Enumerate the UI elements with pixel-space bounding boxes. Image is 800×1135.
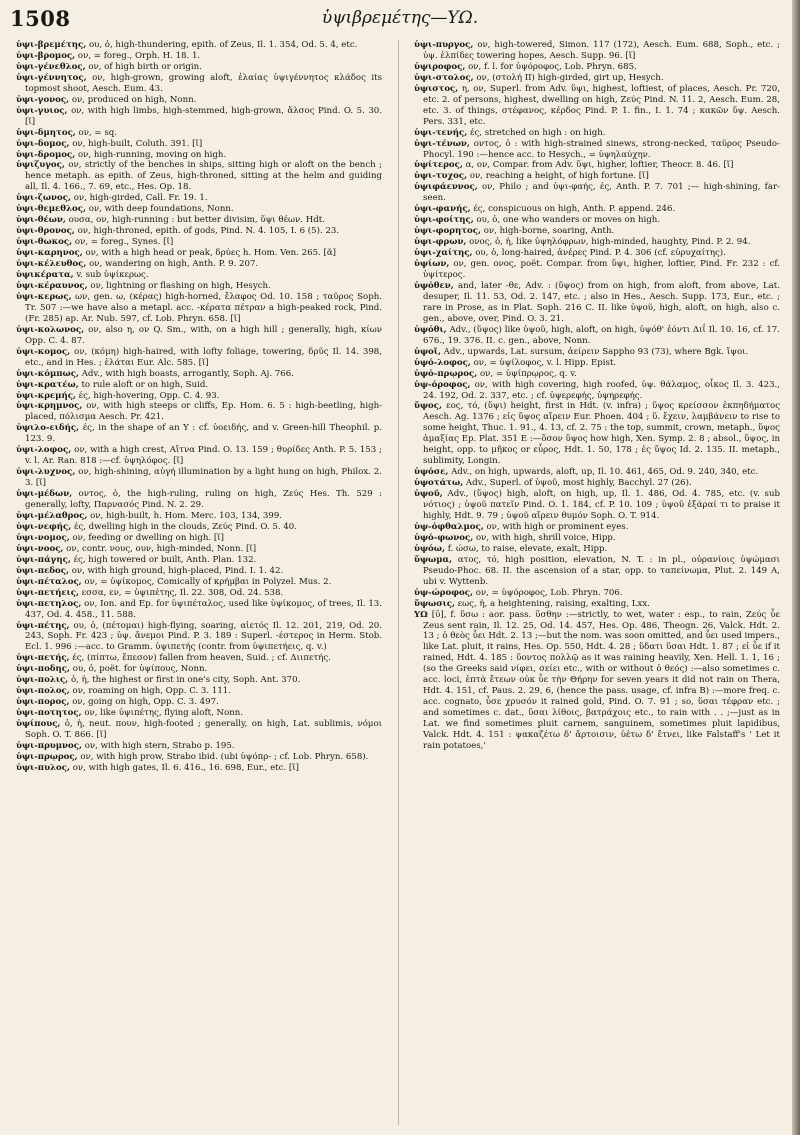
entry-headword: ὑψι-κερως, xyxy=(16,291,72,302)
entry-headword: ὑψι-πυλος, xyxy=(16,762,71,773)
entry-definition: ον, with a high head or peak, δρύες h. Hom. Ven. 265. [ᾰ] xyxy=(85,248,337,259)
dictionary-entry xyxy=(414,204,780,215)
dictionary-entry xyxy=(414,226,780,237)
dictionary-entry xyxy=(16,653,382,664)
entry-definition: ον, high-shining, αὐγή illumination by a light hung on high, Philox. 2. 3. [ῐ] xyxy=(25,467,382,489)
dictionary-entry xyxy=(16,599,382,621)
entry-headword: ὑψιροφος, xyxy=(414,61,466,72)
entry-headword: ὑψι-κομος, xyxy=(16,346,71,357)
entry-headword: ὑψι-δρομος, xyxy=(16,149,76,160)
entry-headword: ὑψι-γονος, xyxy=(16,94,70,105)
dictionary-entry xyxy=(414,160,780,171)
dictionary-entry xyxy=(16,215,382,226)
entry-definition: ον, with high or prominent eyes. xyxy=(486,521,629,532)
entry-headword: ὑψι-νεφής, xyxy=(16,521,72,532)
dictionary-entry xyxy=(16,533,382,544)
entry-headword: ὑψοῦ, xyxy=(414,489,443,500)
dictionary-entry xyxy=(16,664,382,675)
dictionary-entry xyxy=(414,588,780,599)
dictionary-entry xyxy=(414,467,780,478)
entry-definition: ονος, ὁ, ἡ, like ὑψηλόφρων, high-minded, haughty, Pind. P. 2. 94. xyxy=(469,237,751,248)
dictionary-entry xyxy=(414,544,780,555)
dictionary-entry xyxy=(16,204,382,215)
dictionary-entry xyxy=(16,489,382,511)
entry-headword: ὑψόσε, xyxy=(414,467,449,478)
entry-definition: and, later -θε, Adv. : (ὕψος) from on high, from aloft, from above, Lat. desuper, Il. 11. 53, Od. 2. 147, etc. ; also in Hes., Aesch. Supp. 173, Eur., etc. ; rare in Prose, as in Plat. Soph. 216 C. II. like ὑψοῦ, high, aloft, on high, also c. gen., above, over, Pind. O. 3. 21. xyxy=(423,280,780,324)
entry-definition: ον, with high covering, high roofed, ὑψ. θάλαμος, οἶκος Il. 3. 423., 24. 192, Od. 2. 337, etc. ; cf. ὑψερεφής, ὑψηρεφής. xyxy=(423,379,780,401)
entry-headword: ὑψι-δμητος, xyxy=(16,127,76,138)
dictionary-entry xyxy=(16,467,382,489)
dictionary-entry xyxy=(16,719,382,741)
entry-headword: ὑψιφάεννος, xyxy=(414,182,478,193)
entry-headword: ὑψι-πέτης, xyxy=(16,620,70,631)
page-header xyxy=(0,0,800,34)
dictionary-entry xyxy=(16,259,382,270)
dictionary-entry xyxy=(414,489,780,522)
dictionary-entry xyxy=(16,128,382,139)
entry-definition: ον, high-grown, growing aloft, ἐλαίας ὑψιγέννητος κλάδος its topmost shoot, Aesch. Eum. 43. xyxy=(25,72,382,94)
entry-headword: ὑψιλο-ειδής, xyxy=(16,423,80,434)
dictionary-entry xyxy=(414,478,780,489)
dictionary-entry xyxy=(16,566,382,577)
entry-definition: ον, = ὑψίπρῳρος, q. v. xyxy=(479,368,577,379)
entry-definition: ον, wandering on high, Anth. P. 9. 207. xyxy=(89,259,259,270)
dictionary-entry xyxy=(16,325,382,347)
entry-headword: ὑψι-πετήεις, xyxy=(16,587,79,598)
dictionary-entry xyxy=(16,675,382,686)
entry-headword: ὑψι-πορος, xyxy=(16,697,70,708)
entry-headword: ὑψι-θρονος, xyxy=(16,226,75,237)
entry-headword: ὑψ-όροφος, xyxy=(414,379,471,390)
entry-headword: ὑψι-τένων, xyxy=(414,138,470,149)
dictionary-entry xyxy=(16,51,382,62)
entry-headword: ὑψι-βρεμέτης, xyxy=(16,40,87,50)
entry-headword: ὑψι-γέννητος, xyxy=(16,72,87,83)
entry-definition: ον, with high gates, Il. 6. 416., 16. 698, Eur., etc. [ῐ] xyxy=(72,762,299,773)
dictionary-entry xyxy=(414,40,780,62)
entry-definition: ον, = sq. xyxy=(78,127,117,138)
entry-headword: ὑψίτερος, xyxy=(414,160,463,171)
entry-definition: ον, with high limbs, high-stemmed, high-grown, ἄλσος Pind. O. 5. 30. [ῐ] xyxy=(25,105,382,127)
entry-headword: ὑψι-τυχος, xyxy=(414,171,468,182)
entry-definition: to rule aloft or on high, Suid. xyxy=(81,379,209,390)
entry-headword: ὑψι-καρηνος, xyxy=(16,248,83,259)
page-edge-shadow xyxy=(792,0,800,1135)
dictionary-entry xyxy=(414,237,780,248)
entry-headword: ὑψι-μέδων, xyxy=(16,489,73,500)
entry-headword: ὑψι-κολωνος, xyxy=(16,324,85,335)
dictionary-entry xyxy=(414,599,780,610)
entry-headword: ὑψι-θέων, xyxy=(16,215,66,226)
dictionary-entry xyxy=(414,182,780,204)
dictionary-entry xyxy=(16,708,382,719)
entry-definition: ον, high-girded, Call. Fr. 19. 1. xyxy=(73,193,208,204)
entry-definition: οντος, ὁ, the high-ruling, ruling on high, Ζεύς Hes. Th. 529 : generally, lofty, Παρνασός Pind. N. 2. 29. xyxy=(25,489,382,511)
dictionary-entry xyxy=(16,763,382,774)
left-column xyxy=(16,40,382,1128)
entry-headword: ὑψιζυγος, xyxy=(16,160,65,171)
entry-definition: ον, high-towered, Simon. 117 (172), Aesch. Eum. 688, Soph., etc. ; ὑψ. ἐλπίδες towering hopes, Aesch. Supp. 96. [ῐ] xyxy=(423,40,780,61)
entry-definition: Adv., (ὕψος) high, aloft, on high, up, Il. 1. 486, Od. 4. 785, etc. (v. sub νότιος) ; ὑψοῦ πατεῖν Pind. O. 1. 184, cf. P. 10. 109 ; ὑψοῦ ἐξάραί τι to praise it highly, Hdt. 9. 79 ; ὑψοῦ αἴρειν θυμόν Soph. O. T. 914. xyxy=(423,489,780,521)
entry-headword: ὑψοτάτω, xyxy=(414,478,464,489)
dictionary-entry xyxy=(414,62,780,73)
entry-headword: ὑψι-κρατέω, xyxy=(16,379,79,390)
entry-definition: Adv., upwards, Lat. sursum, ἀείρειν Sappho 93 (73), where Bgk. ἴψοι. xyxy=(443,346,749,357)
entry-definition: ον, also η, ον Q. Sm., with, on a high hill ; generally, high, κίων Opp. C. 4. 87. xyxy=(25,324,382,346)
entry-headword: ὑψόθι, xyxy=(414,324,447,335)
entry-definition: Adv., on high, upwards, aloft, up, Il. 10. 461, 465, Od. 9. 240, 340, etc. xyxy=(451,467,759,478)
dictionary-entry xyxy=(16,511,382,522)
entry-headword: ὑψι-χαίτης, xyxy=(414,248,473,259)
entry-definition: ον, feeding or dwelling on high. [ῐ] xyxy=(72,532,224,543)
entry-headword: ὑψοῖ, xyxy=(414,346,441,357)
dictionary-entry xyxy=(16,281,382,292)
entry-definition: ον, = ὑψόροφος, Lob. Phryn. 706. xyxy=(475,587,623,598)
entry-definition: ον, strictly of the benches in ships, sitting high or aloft on the bench ; hence metaph. as epith. of Zeus, high-throned, sitting at the helm and guiding all, Il. 4. 166., 7. 69, etc., Hes. Op. 18. xyxy=(25,160,382,193)
entry-definition: ουσα, ον, high-running : but better divisim, ὕψι θέων. Hdt. xyxy=(68,215,325,226)
dictionary-entry xyxy=(16,621,382,654)
entry-headword: ὑψίων, xyxy=(414,259,450,270)
right-column xyxy=(414,40,780,1128)
entry-definition: ου, ὁ, poët. for ὑψίπους, Nonn. xyxy=(72,664,208,675)
entry-definition: ον, high-built, Coluth. 391. [ῐ] xyxy=(72,138,203,149)
entry-headword: ὑψι-κόμπως, xyxy=(16,368,79,379)
dictionary-entry xyxy=(414,281,780,325)
dictionary-entry xyxy=(414,555,780,588)
dictionary-entry xyxy=(16,95,382,106)
entry-definition: εος, τό, (ὕψι) height, first in Hdt. (v. infra) ; ὕψος κρείσσον ἐκπηδήματος Aesch. Ag. 1376 ; εἰς ὕψος αἴρειν Eur. Phoen. 404 ; ὕ. ἔχειν, λαμβάνειν to rise to some height, Thuc. 1. 91., 4. 13, cf. 2. 75 : the top, summit, crown, metaph., ὕψος ἁμαξίας Ep. Plat. 351 E :—ὅσον ὕψος how high, Xen. Symp. 2. 8 ; absol., ὕψος, in height, opp. to μῆκος or εὖρος, Hdt. 1. 50, 178 ; ἐς ὕψος Id. 2. 135. II. metaph., sublimity, Longin. xyxy=(423,401,780,467)
entry-definition: ον, Philo ; and ὑψι-φαής, ές, Anth. P. 7. 701 ;— high-shining, far-seen. xyxy=(423,182,780,204)
entry-definition: ον, contr. νους, ουν, high-minded, Nonn. [ῐ] xyxy=(66,543,257,554)
entry-headword: ὑψι-θωκος, xyxy=(16,237,73,248)
entry-headword: ὑψι-φρων, xyxy=(414,237,467,248)
entry-definition: ον, f. l. for ὑψόροφος, Lob. Phryn. 685. xyxy=(468,61,637,72)
entry-definition: ον, with high stern, Strabo p. 195. xyxy=(84,741,235,751)
entry-definition: [ῡ], f. ὕσω : aor. pass. ὕσθην :—strictly, to wet, water : esp., to rain, Ζεύς ὗε Zeus sent rain, Il. 12. 25, Od. 14. 457, Hes. Op. 486, Theogn. 26, Valck. Hdt. 2. 13 ; ὁ θεὸς ὗει Hdt. 2. 13 ;—but the nom. was soon omitted, and ὗει used impers., like Lat. pluit, it rains, Hes. Op. 550, Hdt. 4. 28 ; ὕδατι ὕσαι Hdt. 1. 87 ; εἰ ὗε if it rained, Hdt. 4. 185 : ὕοντος πολλῷ as it was raining heavily, Xen. Hell. 1. 1, 16 ; (so the Greeks said νίφει, σείει etc., with or without ὁ θεός) :—also sometimes c. acc. loci, ἑπτὰ ἔτεων οὐκ ὗε τὴν Θήρην for seven years it did not rain on Thera, Hdt. 4. 151, cf. Paus. 2. 29, 6, (hence the pass. usage, cf. infra B) :—more freq. c. acc. cognato, ὗσε χρυσόν it rained gold, Pind. O. 7. 91 ; so, ὕσαι τέφραν etc. ; and sometimes c. dat., ὕσαι λίθοις, βατράχοις etc., to rain with . . ;—just as in Lat. we find sometimes pluit carnem, sanguinem, sometimes pluit lapidibus, Valck. Hdt. 4. 151 : ψακαζέτω δ' ἄρτοισιν, ὑέτω δ' ἔτνει, like Falstaff's ' Let it rain potatoes,' xyxy=(423,609,780,751)
entry-headword: ὑψι-πυργος, xyxy=(414,40,474,50)
entry-headword: ὑψιστος, xyxy=(414,83,459,94)
entry-definition: ον, of high birth or origin. xyxy=(88,61,202,72)
entry-definition: ον, (κόμη) high-haired, with lofty foliage, towering, δρῦς Il. 14. 398, etc., and in Hes. ; ἐλάται Eur. Alc. 585. [ῐ] xyxy=(25,346,382,368)
entry-headword: ὑψι-πρυμνος, xyxy=(16,741,82,751)
entry-definition: ου, ὁ, (πέτομαι) high-flying, soaring, αἰετός Il. 12. 201, 219, Od. 20. 243, Soph. Fr. 423 ; ὑψ. ἄνεμοι Pind. P. 3. 189 : Superl. -έστερος in Herm. Stob. Ecl. 1. 996 :—acc. to Gramm. ὑψιπετής (contr. from ὑψιπετήεις, q. v.) xyxy=(25,620,382,653)
entry-headword: ὑψόθεν, xyxy=(414,280,454,291)
entry-headword: ὑψι-ποδης, xyxy=(16,664,71,675)
entry-definition: Adv., with high boasts, arrogantly, Soph. Aj. 766. xyxy=(81,368,294,379)
entry-definition: ον, with deep foundations, Nonn. xyxy=(88,204,234,215)
dictionary-entry xyxy=(16,423,382,445)
dictionary-entry xyxy=(414,533,780,544)
dictionary-entry xyxy=(16,40,382,51)
dictionary-entry xyxy=(16,292,382,325)
entry-definition: ον, high-throned, epith. of gods, Pind. N. 4. 105, I. 6 (5). 23. xyxy=(77,226,340,237)
entry-definition: ὁ, ἡ, the highest or first in one's city, Soph. Ant. 370. xyxy=(70,675,301,686)
entry-headword: ὕψωμα, xyxy=(414,554,453,565)
entry-definition: ον, = ὑψίλοφος, v. l. Hipp. Epist. xyxy=(473,357,617,368)
dictionary-entry xyxy=(16,445,382,467)
entry-definition: ον, with high prow, Strabo ibid. (ubi ὑψόπρ- ; cf. Lob. Phryn. 658). xyxy=(80,751,369,762)
dictionary-entry xyxy=(414,139,780,161)
entry-definition: οντος, ὁ : with high-strained sinews, strong-necked, ταῦρος Pseudo-Phocyl. 190 :—hence acc. to Hesych., = ὑψηλαύχην. xyxy=(423,138,780,160)
entry-definition: ου, ὁ, long-haired, ἀνέρες Pind. P. 4. 306 (cf. εὐρυχαίτης). xyxy=(475,248,726,259)
dictionary-entry xyxy=(16,522,382,533)
entry-headword: ὑψι-πέταλος, xyxy=(16,576,82,587)
entry-definition: ές, conspicuous on high, Anth. P. append. 246. xyxy=(473,204,676,215)
dictionary-entry xyxy=(16,270,382,281)
dictionary-entry xyxy=(16,73,382,95)
entry-definition: ον, like ὑψιπέτης, flying aloft, Nonn. xyxy=(84,708,244,719)
entry-headword: ὑψι-ποτητος, xyxy=(16,708,82,719)
entry-definition: ον, going on high, Opp. C. 3. 497. xyxy=(72,697,219,708)
column-divider xyxy=(398,40,399,1125)
entry-headword: ὑψι-στολος, xyxy=(414,72,474,83)
entry-headword: ὑψι-βρομος, xyxy=(16,50,76,61)
entry-headword: ὑψόω, xyxy=(414,543,445,554)
entry-headword: ὑψι-νομος, xyxy=(16,532,70,543)
dictionary-entry xyxy=(414,128,780,139)
dictionary-entry xyxy=(16,106,382,128)
entry-headword: ὑψι-φορητος, xyxy=(414,226,481,237)
dictionary-entry xyxy=(16,62,382,73)
entry-definition: ον, = foreg., Synes. [ῐ] xyxy=(74,237,174,248)
entry-definition: ον, produced on high, Nonn. xyxy=(71,94,197,105)
entry-definition: ον, high-running, moving on high. xyxy=(77,149,227,160)
entry-definition: ον, with high steeps or cliffs, Ep. Hom. 6. 5 : high-beetling, high-placed, πόλισμα Aesch. Pr. 421. xyxy=(25,401,382,423)
dictionary-entry xyxy=(16,193,382,204)
entry-definition: ον, gen. ονος, poët. Compar. from ὕψι, higher, loftier, Pind. Fr. 232 : cf. ὑψίτερος. xyxy=(423,259,780,281)
dictionary-entry xyxy=(414,610,780,752)
entry-definition: εσσα, εν, = ὑψιπέτης, Il. 22. 308, Od. 24. 538. xyxy=(81,587,284,598)
dictionary-entry xyxy=(16,577,382,588)
entry-definition: εως, ἡ, a heightening, raising, exalting, Lxx. xyxy=(457,598,650,609)
dictionary-entry xyxy=(16,248,382,259)
entry-headword: ὑψ-ώροφος, xyxy=(414,587,473,598)
dictionary-entry xyxy=(16,226,382,237)
entry-definition: ον, with a high crest, Αἴτνα Pind. O. 13. 159 ; θυρίδες Anth. P. 5. 153 ; v. l. Ar. Ran. 818 :—cf. ὑψηλόφος. [ῐ] xyxy=(25,445,382,467)
dictionary-entry xyxy=(414,522,780,533)
dictionary-entry xyxy=(414,73,780,84)
entry-definition: ου, ὁ, one who wanders or moves on high. xyxy=(476,215,661,226)
dictionary-entry xyxy=(414,347,780,358)
entry-definition: Adv., (ὕψος) like ὑψοῦ, high, aloft, on high, ὑψόθ' ἐόντι Διΐ Il. 10. 16, cf. 17. 676., 19. 376. II. c. gen., above, Nonn. xyxy=(423,324,780,346)
entry-headword: ὑψό-λοφος, xyxy=(414,357,471,368)
entry-headword: ὑψι-πάγης, xyxy=(16,554,71,565)
entry-definition: ον, = foreg., Orph. H. 18. 1. xyxy=(77,50,201,61)
dictionary-entry xyxy=(16,741,382,752)
dictionary-entry xyxy=(414,248,780,259)
dictionary-entry xyxy=(414,369,780,380)
entry-headword: ὑψι-πεδος, xyxy=(16,565,69,576)
entry-definition: Adv., Superl. of ὑψοῦ, most highly, Bacchyl. 27 (26). xyxy=(465,478,692,489)
dictionary-entry xyxy=(414,325,780,347)
entry-headword: ὑψι-δομος, xyxy=(16,138,70,149)
dictionary-entry xyxy=(414,215,780,226)
entry-headword: ὑψίπους, xyxy=(16,719,61,730)
entry-headword: ὑψι-θεμεθλος, xyxy=(16,204,86,215)
dictionary-entry xyxy=(16,697,382,708)
entry-definition: ον, = ὑψίκομος, Comically of κρήμβαι in Polyzel. Mus. 2. xyxy=(84,576,332,587)
page-number: 1508 xyxy=(10,6,71,31)
dictionary-entry xyxy=(16,544,382,555)
dictionary-entry xyxy=(16,391,382,402)
entry-definition: ον, high-borne, soaring, Anth. xyxy=(483,226,615,237)
dictionary-entry xyxy=(414,380,780,402)
entry-headword: ὑψι-τενής, xyxy=(414,127,468,138)
entry-definition: η, ον, Superl. from Adv. ὕψι, highest, loftiest, of places, Aesch. Pr. 720, etc. 2. of persons, highest, dwelling on high, Ζεύς Pind. N. 11. 2, Aesch. Eum. 28, etc. 3. of things, στέφανος, κέρδος Pind. P. 1. fin., I. 1. 74 ; κακῶν ὕψ. Aesch. Pers. 331, etc. xyxy=(423,83,780,127)
entry-definition: ατος, τό, high position, elevation, N. T. : in pl., οὐρανίοις ὑψώμασι Pseudo-Phoc. 68. II. the ascension of a star, opp. to ταπείνωμα, Plut. 2. 149 A, ubi v. Wyttenb. xyxy=(423,554,780,587)
entry-headword: ὑψι-φοίτης, xyxy=(414,215,474,226)
entry-headword: ὑψι-πολις, xyxy=(16,675,69,686)
entry-headword: ὑψό-πρῳρος, xyxy=(414,368,478,379)
dictionary-entry xyxy=(16,160,382,193)
entry-definition: ον, with high, shrill voice, Hipp. xyxy=(475,532,616,543)
entry-headword: ὑψι-κρημνος, xyxy=(16,401,83,412)
entry-headword: ὑψό-φωνος, xyxy=(414,532,474,543)
dictionary-entry xyxy=(16,380,382,391)
entry-definition: ές, in the shape of an Υ : cf. ὑοειδής, and v. Green-hill Theophil. p. 123. 9. xyxy=(25,423,382,445)
dictionary-entry xyxy=(414,259,780,281)
entry-definition: ές, stretched on high : on high. xyxy=(469,127,606,138)
entry-headword: ὑψι-κέλευθος, xyxy=(16,259,87,270)
entry-headword: ὑψι-πετηλος, xyxy=(16,598,82,609)
entry-headword: ὕψωσις, xyxy=(414,598,455,609)
entry-definition: ές, high-hovering, Opp. C. 4. 93. xyxy=(78,390,220,401)
entry-definition: ον, Ion. and Ep. for ὑψιπέταλος, used like ὑψίκομος, of trees, Il. 13. 437, Od. 4. 458., 11. 588. xyxy=(25,598,382,620)
entry-definition: ές, dwelling high in the clouds, Ζεύς Pind. O. 5. 40. xyxy=(73,521,297,532)
entry-headword: ὑψι-κρεμής, xyxy=(16,390,76,401)
dictionary-entry xyxy=(414,358,780,369)
dictionary-entry xyxy=(16,139,382,150)
dictionary-entry xyxy=(16,401,382,423)
entry-headword: ὑψ-όφθαλμος, xyxy=(414,521,484,532)
entry-definition: ον, high-built, h. Hom. Merc. 103, 134, 399. xyxy=(90,510,283,521)
dictionary-entry xyxy=(16,752,382,763)
entry-headword: ΥΩ xyxy=(414,609,428,620)
dictionary-entry xyxy=(16,150,382,161)
dictionary-entry xyxy=(414,171,780,182)
entry-headword: ὑψι-ζωνος, xyxy=(16,193,71,204)
entry-definition: α, ον, Compar. from Adv. ὕψι, higher, loftier, Theocr. 8. 46. [ῐ] xyxy=(465,160,734,171)
dictionary-entry xyxy=(16,347,382,369)
entry-definition: v. sub ὑψίκερως. xyxy=(76,270,149,281)
entry-headword: ὑψι-πολος, xyxy=(16,686,70,697)
entry-definition: ων, gen. ω, (κέρας) high-horned, ἔλαφος Od. 10. 158 ; ταῦρος Soph. Tr. 507 :—we have also a metapl. acc. -κέρατα πέτραν a high-peaked rock, Pind. (Fr. 285) ap. Ar. Nub. 597, cf. Lob. Phryn. 658. [ῐ] xyxy=(25,291,382,324)
dictionary-entry xyxy=(414,401,780,467)
entry-definition: ον, reaching a height, of high fortune. [ῐ] xyxy=(469,171,649,182)
entry-definition: ὁ, ἡ, neut. πουν, high-footed ; generally, on high, Lat. sublimis, νόμοι Soph. O. T. 866. [ῐ] xyxy=(25,719,382,741)
entry-definition: ον, with high ground, high-placed, Pind. I. 1. 42. xyxy=(71,565,284,576)
entry-headword: ὑψι-μέλαθρος, xyxy=(16,510,88,521)
entry-definition: ές, (πίπτω, ἔπεσον) fallen from heaven, Suid. ; cf. Διιπετής. xyxy=(72,653,331,664)
entry-headword: ὑψικέρατα, xyxy=(16,270,74,281)
entry-headword: ὑψι-λοφος, xyxy=(16,445,72,456)
entry-definition: ου, ὁ, high-thundering, epith. of Zeus, Il. 1. 354, Od. 5. 4, etc. xyxy=(88,40,358,50)
entry-definition: ον, (στολή II) high-girded, girt up, Hesych. xyxy=(476,72,664,83)
entry-headword: ὑψι-γυιος, xyxy=(16,105,68,116)
running-head: ὑψιβρεμέτης—ΥΩ. xyxy=(321,8,479,28)
entry-definition: ον, lightning or flashing on high, Hesych. xyxy=(90,280,271,291)
entry-headword: ὑψι-λυχνος, xyxy=(16,467,76,478)
dictionary-entry xyxy=(16,369,382,380)
entry-headword: ὑψι-πετής, xyxy=(16,653,70,664)
entry-definition: ον, roaming on high, Opp. C. 3. 111. xyxy=(72,686,231,697)
entry-headword: ὑψι-νοος, xyxy=(16,543,64,554)
entry-headword: ὑψι-φανής, xyxy=(414,204,471,215)
entry-headword: ὑψι-πρῳρος, xyxy=(16,751,78,762)
dictionary-entry xyxy=(16,588,382,599)
entry-headword: ὑψι-κέραυνος, xyxy=(16,280,88,291)
entry-headword: ὑψι-γένεθλος, xyxy=(16,61,86,72)
dictionary-entry xyxy=(16,237,382,248)
dictionary-entry xyxy=(16,555,382,566)
dictionary-entry xyxy=(16,686,382,697)
dictionary-entry xyxy=(414,84,780,128)
entry-headword: ὕψος, xyxy=(414,401,443,412)
entry-definition: f. ώσω, to raise, elevate, exalt, Hipp. xyxy=(447,543,608,554)
entry-definition: ές, high towered or built, Anth. Plan. 132. xyxy=(73,554,257,565)
